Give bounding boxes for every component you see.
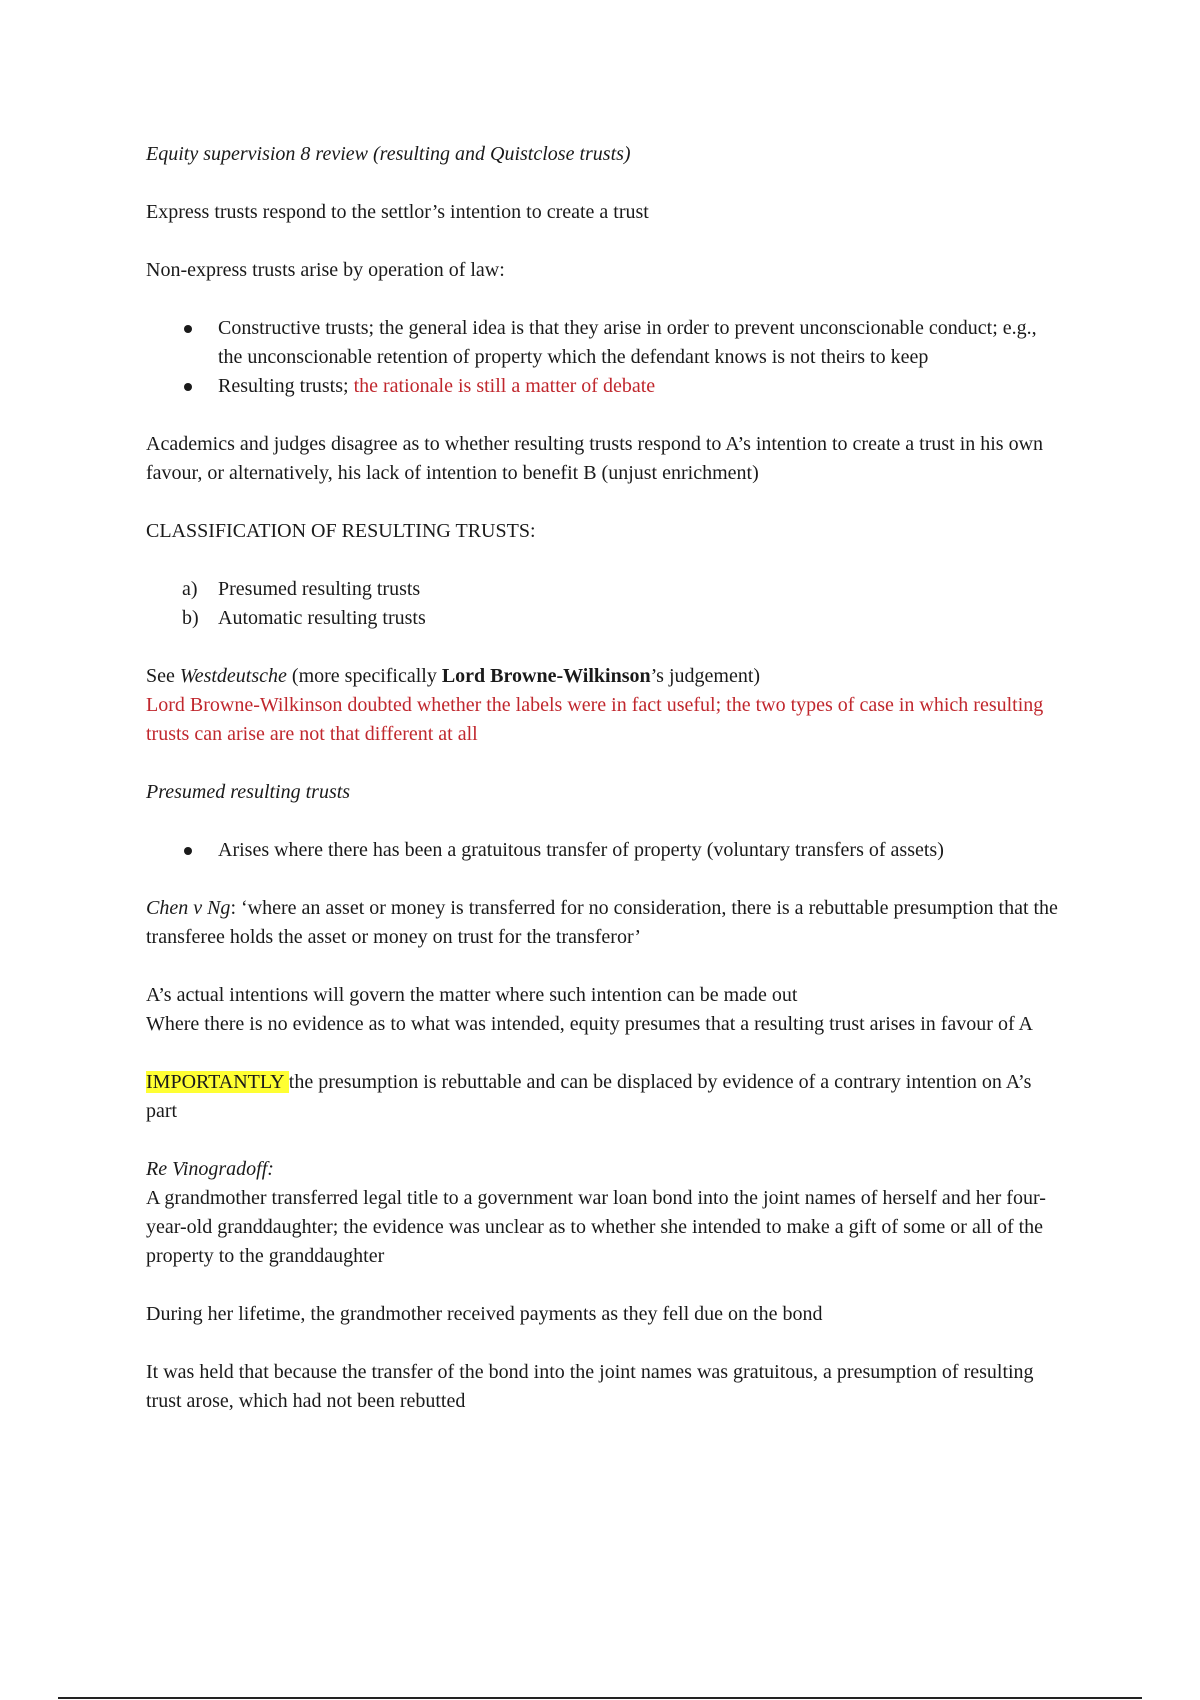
- see-end-text: ’s judgement): [650, 665, 761, 687]
- held-paragraph: It was held that because the transfer of the bond into the joint names was gratuitous, a presumption of resulting trust arose, which had not been rebutted: [146, 1361, 1034, 1412]
- list-item-text: Presumed resulting trusts: [218, 578, 421, 600]
- arises-text: Arises where there has been a gratuitous transfer of property (voluntary transfers of assets): [218, 839, 944, 861]
- judge-name: Lord Browne-Wilkinson: [441, 665, 651, 687]
- list-item: [146, 604, 1066, 633]
- bullet-icon: [184, 847, 192, 855]
- list-marker: a): [182, 578, 198, 600]
- grandmother-paragraph: A grandmother transferred legal title to a government war loan bond into the joint names of herself and her four-year-old granddaughter; the evidence was unclear as to whether she intended to make a gift of some or all of the property to the granddaughter: [146, 1187, 1046, 1267]
- see-westdeutsche-line: [146, 662, 1066, 691]
- constructive-trusts-text: Constructive trusts; the general idea is that they arise in order to prevent unconscionable conduct; e.g., the unconscionable retention of property which the defendant knows is not theirs to keep: [218, 317, 1037, 368]
- document-title: Equity supervision 8 review (resulting and Quistclose trusts): [146, 143, 631, 165]
- case-name-westdeutsche: Westdeutsche: [179, 665, 287, 687]
- trust-types-list: [146, 314, 1066, 401]
- academics-paragraph: Academics and judges disagree as to whether resulting trusts respond to A’s intention to create a trust in his own favour, or alternatively, his lack of intention to benefit B (unjust enrichment): [146, 433, 1044, 484]
- see-text: See: [146, 665, 180, 687]
- re-vinogradoff-heading: Re Vinogradoff:: [146, 1158, 274, 1180]
- chen-v-ng-paragraph: [146, 894, 1066, 952]
- no-evidence-paragraph: Where there is no evidence as to what was intended, equity presumes that a resulting trust arises in favour of A: [146, 1013, 1033, 1035]
- classification-heading: CLASSIFICATION OF RESULTING TRUSTS:: [146, 520, 536, 542]
- bullet-icon: [184, 325, 192, 333]
- list-marker: b): [182, 607, 199, 629]
- importantly-highlight: IMPORTANTLY: [146, 1071, 289, 1093]
- chen-quote: : ‘where an asset or money is transferred for no consideration, there is a rebuttable presumption that the transferee holds the asset or money on trust for the transferor’: [146, 897, 1058, 948]
- document-body: [146, 140, 1066, 1416]
- bullet-icon: [184, 383, 192, 391]
- importantly-paragraph: [146, 1068, 1066, 1126]
- list-item: [146, 372, 1066, 401]
- case-name-chen-v-ng: Chen v Ng: [146, 897, 231, 919]
- presumed-list: [146, 836, 1066, 865]
- list-item: [146, 314, 1066, 372]
- list-item-text: Automatic resulting trusts: [218, 607, 426, 629]
- classification-list: [146, 575, 1066, 633]
- resulting-trusts-debate-note: the rationale is still a matter of debate: [353, 375, 656, 397]
- page-bottom-rule: [58, 1697, 1142, 1699]
- presumed-resulting-trusts-heading: Presumed resulting trusts: [146, 781, 351, 803]
- list-item: [146, 836, 1066, 865]
- importantly-text: the presumption is rebuttable and can be displaced by evidence of a contrary intention on A’s part: [146, 1071, 1032, 1122]
- see-middle-text: (more specifically: [286, 665, 442, 687]
- non-express-trusts-paragraph: Non-express trusts arise by operation of law:: [146, 259, 505, 281]
- express-trusts-paragraph: Express trusts respond to the settlor’s intention to create a trust: [146, 201, 649, 223]
- lifetime-paragraph: During her lifetime, the grandmother received payments as they fell due on the bond: [146, 1303, 823, 1325]
- browne-wilkinson-note: Lord Browne-Wilkinson doubted whether the labels were in fact useful; the two types of case in which resulting trusts can arise are not that different at all: [146, 694, 1044, 745]
- list-item: [146, 575, 1066, 604]
- actual-intentions-paragraph: A’s actual intentions will govern the matter where such intention can be made out: [146, 984, 798, 1006]
- resulting-trusts-text: Resulting trusts;: [218, 375, 354, 397]
